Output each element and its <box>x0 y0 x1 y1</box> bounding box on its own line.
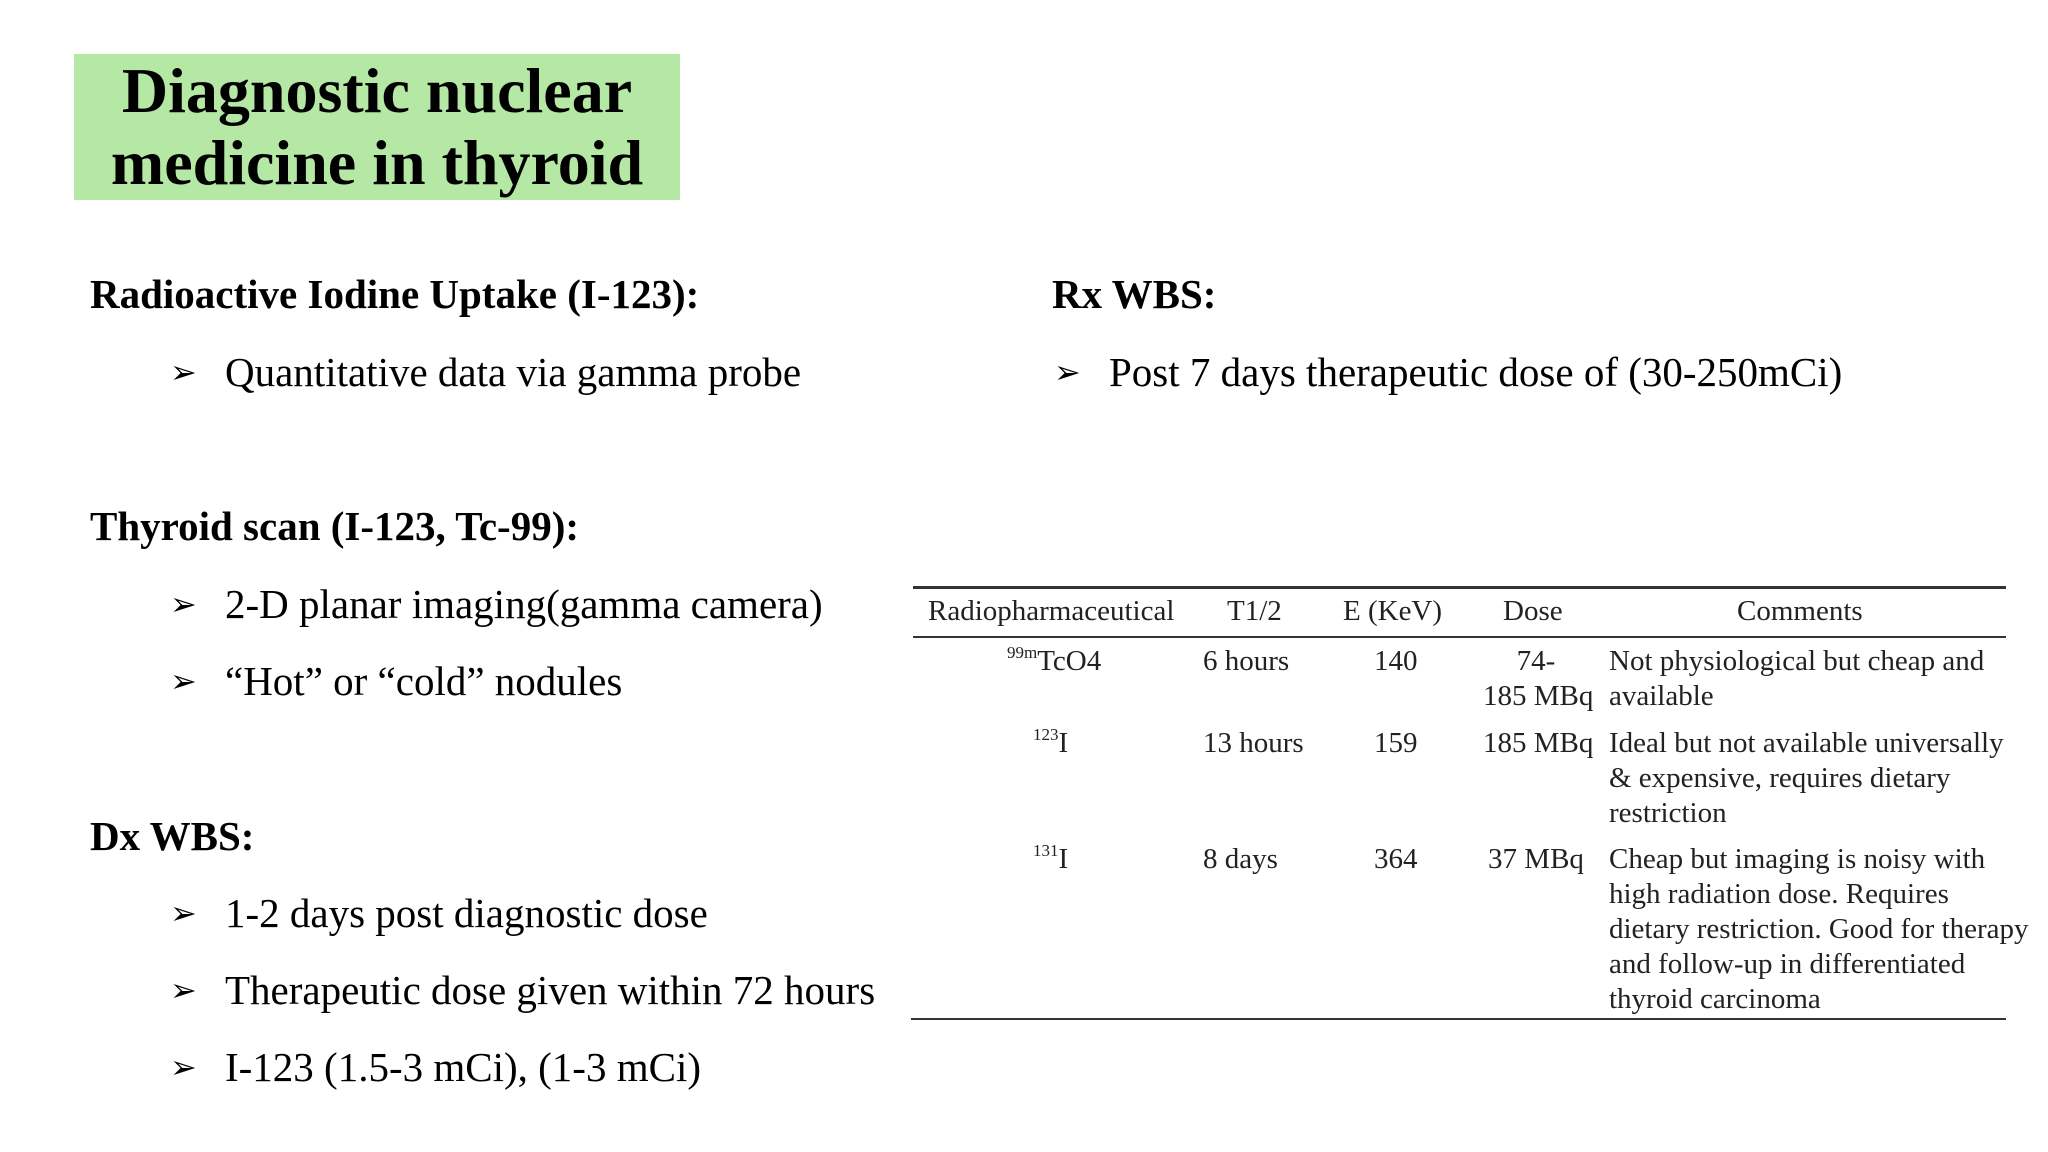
table-top-rule <box>913 586 2006 589</box>
arrowhead-bullet-icon: ➢ <box>170 585 197 623</box>
table-header-rule <box>913 636 2006 638</box>
table-header-energy: E (KeV) <box>1343 595 1443 627</box>
bullet-text: Therapeutic dose given within 72 hours <box>225 967 876 1013</box>
table-row-3-dose <box>1483 842 1589 877</box>
table-row-3-energy: 364 <box>1374 843 1418 875</box>
isotope-name: I <box>1058 843 1069 875</box>
table-row-3-half-life: 8 days <box>1203 843 1278 875</box>
comment-line: thyroid carcinoma <box>1609 983 1821 1015</box>
table-row-1-half-life: 6 hours <box>1203 645 1290 677</box>
slide-title-line-1: Diagnostic nuclear <box>121 55 633 126</box>
table-row-1-radiopharmaceutical <box>1007 644 1101 679</box>
slide-title-box <box>74 54 680 200</box>
dx-wbs-heading: Dx WBS: <box>90 813 255 859</box>
arrowhead-bullet-icon: ➢ <box>1054 353 1081 391</box>
comment-line: Ideal but not available universally <box>1609 727 2004 759</box>
bullet-text: “Hot” or “cold” nodules <box>225 658 623 704</box>
table-row-2-energy: 159 <box>1374 727 1418 759</box>
bullet-text: I-123 (1.5-3 mCi), (1-3 mCi) <box>225 1044 701 1090</box>
table-header-radiopharmaceutical: Radiopharmaceutical <box>928 595 1175 627</box>
arrowhead-bullet-icon: ➢ <box>170 353 197 391</box>
table-row-2-radiopharmaceutical <box>1033 726 1068 761</box>
bullet-text: 2-D planar imaging(gamma camera) <box>225 581 823 627</box>
slide-title-line-2: medicine in thyroid <box>110 127 644 198</box>
table-header-half-life: T1/2 <box>1227 595 1282 627</box>
comment-line: and follow-up in differentiated <box>1609 948 1966 980</box>
rai-uptake-heading: Radioactive Iodine Uptake (I-123): <box>90 271 700 317</box>
dose-line: 37 MBq <box>1488 843 1584 875</box>
table-row-2-dose <box>1483 726 1594 761</box>
table-bottom-rule <box>911 1018 2006 1020</box>
isotope-mass-number: 99m <box>1007 643 1038 662</box>
comment-line: restriction <box>1609 797 1727 829</box>
table-header-dose: Dose <box>1503 595 1563 627</box>
dose-line: 185 MBq <box>1483 727 1594 759</box>
table-row-1-dose <box>1483 644 1594 714</box>
arrowhead-bullet-icon: ➢ <box>170 971 197 1009</box>
dose-line: 74- <box>1516 645 1556 677</box>
isotope-mass-number: 131 <box>1033 841 1059 860</box>
comment-line: & expensive, requires dietary <box>1609 762 1951 794</box>
comment-line: Not physiological but cheap and <box>1609 645 1985 677</box>
thyroid-scan-heading: Thyroid scan (I-123, Tc-99): <box>90 503 580 549</box>
arrowhead-bullet-icon: ➢ <box>170 1048 197 1086</box>
comment-line: dietary restriction. Good for therapy <box>1609 913 2029 945</box>
comment-line: available <box>1609 680 1714 712</box>
bullet-text: 1-2 days post diagnostic dose <box>225 890 708 936</box>
isotope-name: TcO4 <box>1037 645 1102 677</box>
isotope-name: I <box>1058 727 1069 759</box>
arrowhead-bullet-icon: ➢ <box>170 662 197 700</box>
comment-line: high radiation dose. Requires <box>1609 878 1949 910</box>
table-row-3-radiopharmaceutical <box>1033 842 1068 877</box>
slide-title <box>111 55 643 199</box>
table-row-3-comments <box>1609 842 2029 1017</box>
bullet-text: Quantitative data via gamma probe <box>225 349 802 395</box>
table-row-2-comments <box>1609 726 2004 831</box>
table-header-comments: Comments <box>1737 595 1863 627</box>
table-row-2-half-life: 13 hours <box>1203 727 1304 759</box>
rx-wbs-heading: Rx WBS: <box>1052 271 1217 317</box>
arrowhead-bullet-icon: ➢ <box>170 894 197 932</box>
dose-line: 185 MBq <box>1483 680 1594 712</box>
table-row-1-comments <box>1609 644 1984 714</box>
bullet-text: Post 7 days therapeutic dose of (30-250mCi) <box>1109 349 1843 395</box>
comment-line: Cheap but imaging is noisy with <box>1609 843 1986 875</box>
table-row-1-energy: 140 <box>1374 645 1418 677</box>
isotope-mass-number: 123 <box>1033 725 1059 744</box>
